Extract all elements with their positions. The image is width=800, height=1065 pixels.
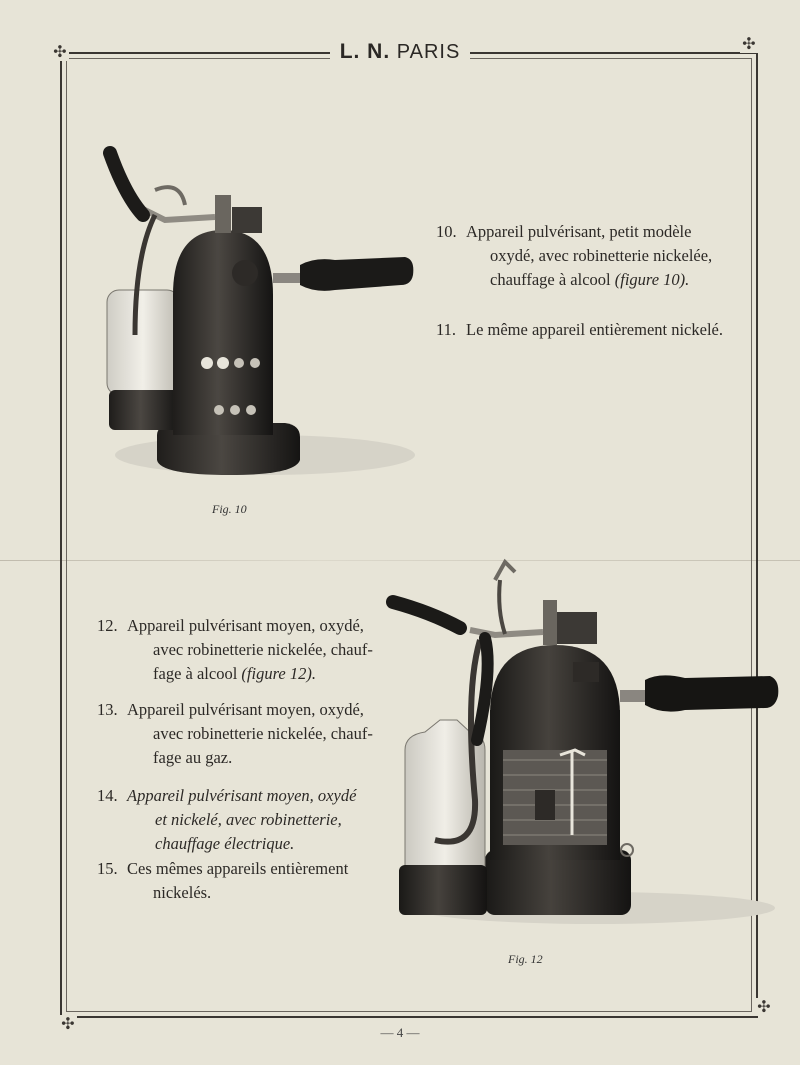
catalog-item-13 bbox=[97, 698, 373, 770]
figure-12-illustration bbox=[385, 550, 785, 930]
item-number: 11. bbox=[436, 320, 457, 339]
brand-logo: L. N. bbox=[339, 40, 391, 63]
item-number: 12. bbox=[97, 616, 118, 635]
item-text: avec robinetterie nickelée, chauf- bbox=[153, 724, 373, 743]
item-text: Appareil pulvérisant moyen, oxydé, bbox=[127, 700, 364, 719]
item-number: 14. bbox=[97, 786, 118, 805]
item-text: Appareil pulvérisant moyen, oxydé, bbox=[127, 616, 364, 635]
item-number: 15. bbox=[97, 859, 118, 878]
brand-city: PARIS bbox=[396, 41, 461, 63]
item-text: Ces mêmes appareils entièrement bbox=[127, 859, 349, 878]
catalog-item-11 bbox=[436, 318, 723, 342]
item-text: chauffage à alcool bbox=[490, 270, 611, 289]
figure-reference: (figure 12). bbox=[241, 664, 316, 683]
catalog-item-15 bbox=[97, 857, 348, 905]
figure-10-illustration bbox=[95, 135, 425, 495]
figure-12-caption: Fig. 12 bbox=[508, 952, 543, 966]
item-text: nickelés. bbox=[153, 883, 212, 902]
figure-10-caption: Fig. 10 bbox=[212, 502, 247, 516]
catalog-item-12 bbox=[97, 614, 373, 686]
corner-ornament-icon: ✣ bbox=[51, 43, 69, 61]
corner-ornament-icon: ✣ bbox=[740, 35, 758, 53]
corner-ornament-icon: ✣ bbox=[755, 998, 773, 1016]
item-text: avec robinetterie nickelée, chauf- bbox=[153, 640, 373, 659]
catalog-item-10 bbox=[436, 220, 712, 292]
item-text: fage à alcool bbox=[153, 664, 238, 683]
item-number: 13. bbox=[97, 700, 118, 719]
item-text: Appareil pulvérisant, petit modèle bbox=[466, 222, 692, 241]
item-text: et nickelé, avec robinetterie, bbox=[155, 810, 342, 829]
item-text: Le même appareil entièrement nickelé. bbox=[466, 320, 723, 339]
page-number: — 4 — bbox=[380, 1025, 420, 1040]
corner-ornament-icon: ✣ bbox=[59, 1015, 77, 1033]
catalog-item-14 bbox=[97, 784, 356, 856]
item-text: Appareil pulvérisant moyen, oxydé bbox=[127, 786, 357, 805]
item-number: 10. bbox=[436, 222, 457, 241]
item-text: fage au gaz. bbox=[153, 748, 233, 767]
item-text: oxydé, avec robinetterie nickelée, bbox=[490, 246, 713, 265]
figure-reference: (figure 10). bbox=[614, 270, 690, 289]
page-header bbox=[0, 40, 800, 64]
item-text: chauffage électrique. bbox=[155, 834, 295, 853]
